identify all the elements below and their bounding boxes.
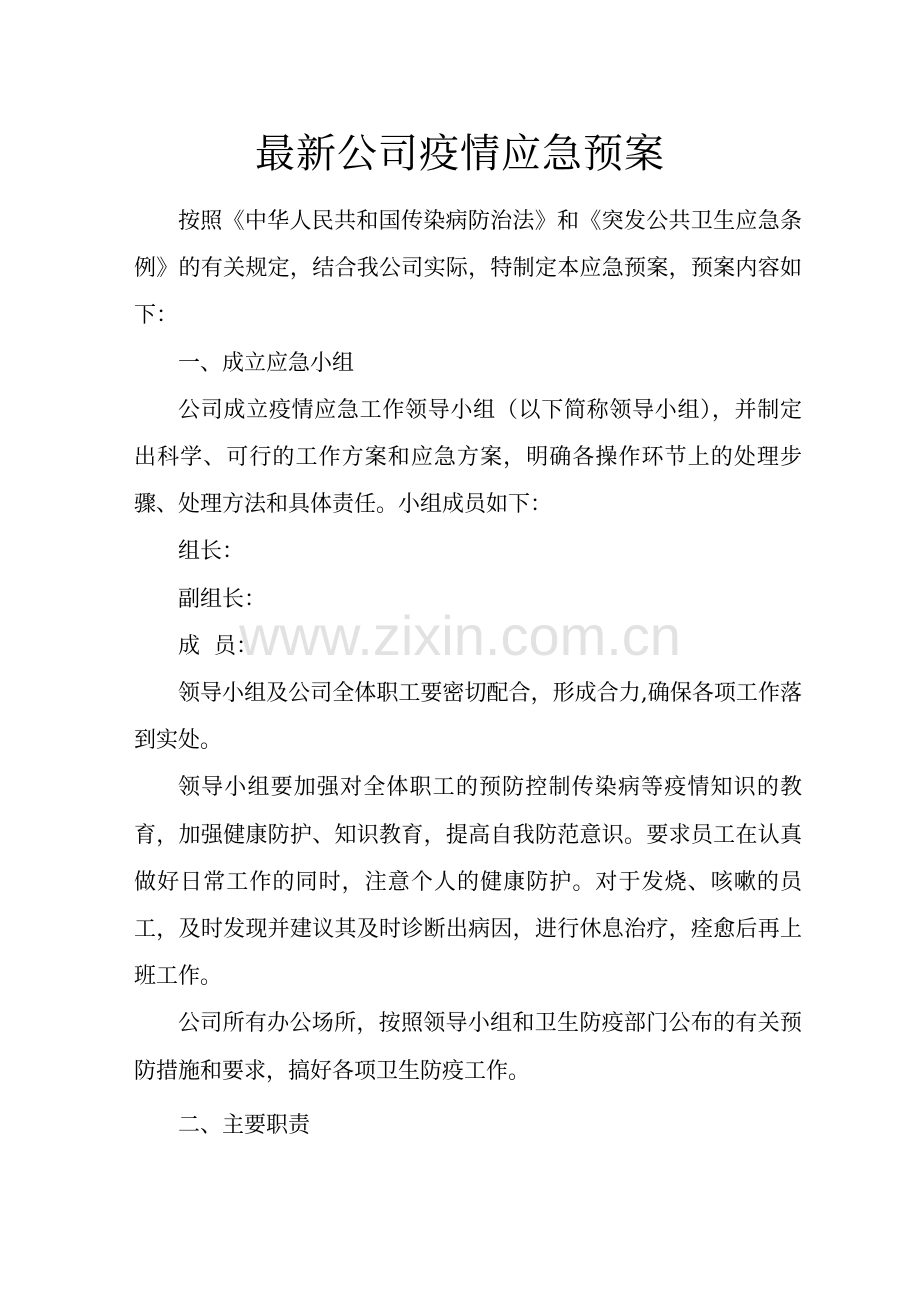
office-hygiene-paragraph: 公司所有办公场所，按照领导小组和卫生防疫部门公布的有关预防措施和要求，搞好各项卫生防疫工作。 (134, 1011, 802, 1084)
health-education-paragraph: 领导小组要加强对全体职工的预防控制传染病等疫情知识的教育，加强健康防护、知识教育，提高自我防范意识。要求员工在认真做好日常工作的同时，注意个人的健康防护。对于发烧、咳嗽的员工，及时发现并建议其及时诊断出病因，进行休息治疗，痊愈后再上班工作。 (134, 775, 802, 990)
section-heading-emergency-group: 一、成立应急小组 (178, 350, 355, 376)
watermark-text: www.zixin.com.cn (239, 604, 681, 667)
group-establishment-paragraph: 公司成立疫情应急工作领导小组（以下简称领导小组），并制定出科学、可行的工作方案和应急方案，明确各操作环节上的处理步骤、处理方法和具体责任。小组成员如下： (134, 397, 802, 518)
group-leader-line: 组长： (178, 539, 245, 565)
cooperation-paragraph: 领导小组及公司全体职工要密切配合，形成合力,确保各项工作落到实处。 (134, 681, 802, 754)
section-heading-main-duties: 二、主要职责 (178, 1112, 311, 1138)
members-line: 成 员： (178, 633, 258, 659)
document-body (134, 198, 802, 1149)
intro-paragraph: 按照《中华人民共和国传染病防治法》和《突发公共卫生应急条例》的有关规定，结合我公司实际，特制定本应急预案，预案内容如下： (134, 209, 802, 329)
document-title: 最新公司疫情应急预案 (255, 131, 665, 177)
deputy-leader-line: 副组长： (178, 586, 267, 612)
